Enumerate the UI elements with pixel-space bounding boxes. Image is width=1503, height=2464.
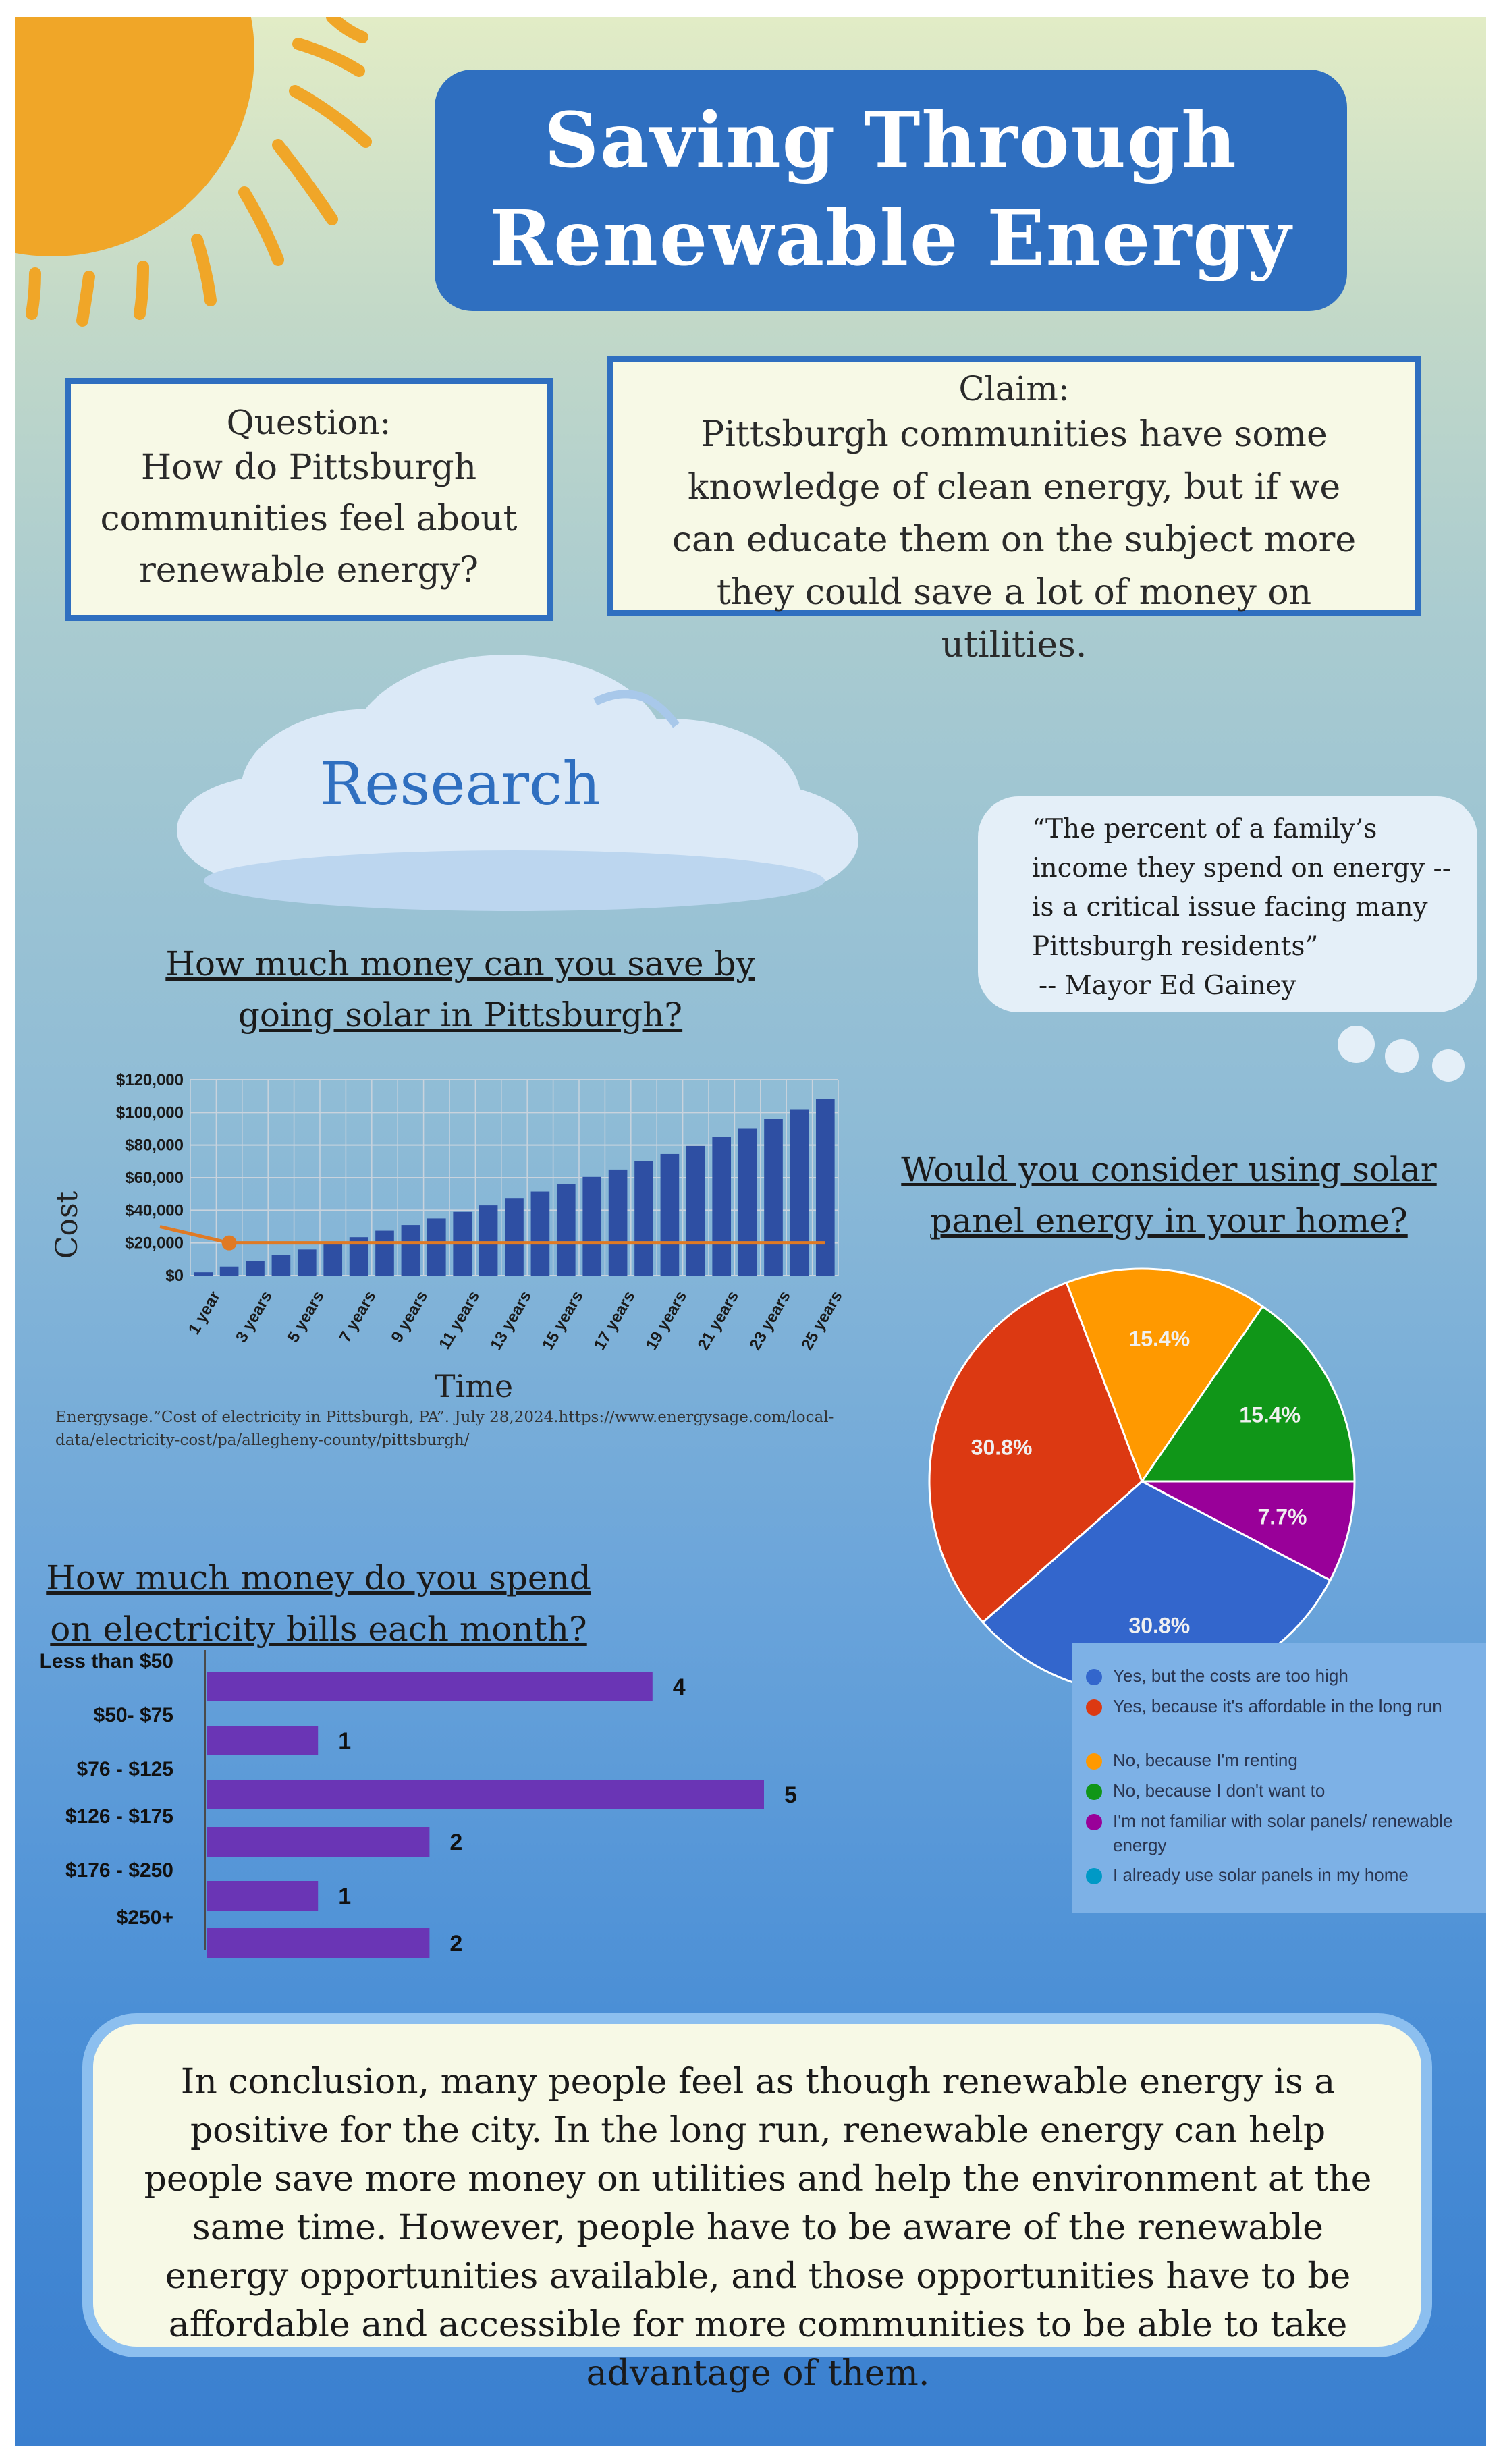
chart3-value-label: 4 bbox=[672, 1674, 686, 1700]
chart1-bar bbox=[298, 1249, 317, 1276]
solar-savings-chart bbox=[42, 1053, 865, 1404]
chart1-bar bbox=[246, 1261, 265, 1276]
conclusion-box bbox=[82, 2013, 1432, 2394]
research-label: Research bbox=[319, 749, 601, 819]
chart1-x-tick-label: 15 years bbox=[539, 1288, 587, 1354]
chart3-value-label: 1 bbox=[338, 1728, 352, 1754]
legend-label: Yes, because it's affordable in the long run bbox=[1113, 1696, 1442, 1716]
claim-box bbox=[607, 356, 1421, 665]
chart1-x-tick-label: 9 years bbox=[387, 1288, 432, 1346]
chart3-bar bbox=[207, 1928, 429, 1958]
chart1-x-tick-label: 17 years bbox=[590, 1288, 639, 1354]
legend-swatch bbox=[1086, 1868, 1102, 1884]
legend-swatch bbox=[1086, 1814, 1102, 1830]
chart3-bar bbox=[207, 1672, 653, 1701]
chart3-title: How much money do you spend on electricity bills each month? bbox=[46, 1558, 591, 1649]
chart1-x-tick-label: 3 years bbox=[232, 1288, 276, 1346]
legend-label: Yes, but the costs are too high bbox=[1113, 1666, 1348, 1686]
quote-attribution: -- Mayor Ed Gainey bbox=[1039, 970, 1296, 1001]
legend-label: No, because I don't want to bbox=[1113, 1780, 1326, 1801]
pie-slice-label: 7.7% bbox=[1257, 1504, 1307, 1529]
chart3-value-label: 1 bbox=[338, 1884, 352, 1909]
chart1-y-tick-label: $120,000 bbox=[115, 1071, 184, 1089]
chart1-x-tick-label: 7 years bbox=[335, 1288, 380, 1346]
pie-legend bbox=[1072, 1643, 1486, 1913]
chart1-bar bbox=[272, 1255, 291, 1276]
sun-icon bbox=[15, 17, 393, 368]
legend-swatch bbox=[1086, 1699, 1102, 1716]
chart3-category-label: $176 - $250 bbox=[65, 1859, 173, 1882]
chart3-bar bbox=[207, 1827, 429, 1857]
chart3-value-label: 5 bbox=[784, 1782, 797, 1808]
chart3-category-label: $250+ bbox=[116, 1907, 173, 1929]
chart1-bar bbox=[712, 1137, 731, 1276]
source-citation: Energysage.”Cost of electricity in Pittsburgh, PA”. July 28,2024.https://www.energysage.com/local-data/electricity-cost/pa/allegheny-county/pittsburgh/ bbox=[55, 1408, 834, 1449]
chart1-y-tick-label: $0 bbox=[165, 1267, 184, 1285]
chart3-value-label: 2 bbox=[449, 1830, 463, 1855]
chart1-bar bbox=[582, 1177, 601, 1276]
conclusion-text: In conclusion, many people feel as though renewable energy is a positive for the city. In the long run, renewable energy can help people save more money on utilities and help the environment at the same time. However, people have to be aware of the renewable energy opportunities available, and those opportunities have to be affordable and accessible for more communities to be able to take advantage of them. bbox=[144, 2062, 1372, 2394]
chart1-x-tick-label: 5 years bbox=[283, 1288, 328, 1346]
legend-label: I already use solar panels in my home bbox=[1113, 1865, 1409, 1885]
thought-dot-3 bbox=[1432, 1049, 1465, 1082]
chart1-bar bbox=[790, 1110, 809, 1276]
chart1-y-tick-label: $20,000 bbox=[125, 1234, 184, 1253]
chart3-category-label: $50- $75 bbox=[93, 1704, 173, 1726]
chart1-line-point bbox=[222, 1236, 237, 1251]
claim-text: Pittsburgh communities have some knowledge of clean energy, but if we can educate them on the subject more they could save a lot of money on utilities. bbox=[672, 414, 1357, 665]
electricity-bill-chart bbox=[28, 1643, 933, 1961]
chart1-y-tick-label: $40,000 bbox=[125, 1201, 184, 1220]
pie-slice-label: 30.8% bbox=[971, 1435, 1033, 1460]
chart3-category-label: Less than $50 bbox=[39, 1650, 173, 1672]
chart1-bar bbox=[402, 1225, 420, 1276]
question-text: How do Pittsburgh communities feel about renewable energy? bbox=[100, 447, 518, 591]
chart1-bar bbox=[531, 1192, 550, 1276]
pie-slice-label: 30.8% bbox=[1128, 1613, 1191, 1638]
chart1-x-tick-label: 1 year bbox=[184, 1288, 224, 1338]
legend-label: I'm not familiar with solar panels/ renewable energy bbox=[1113, 1811, 1453, 1855]
chart1-bar bbox=[479, 1205, 498, 1276]
chart1-title: How much money can you save by going solar in Pittsburgh? bbox=[165, 944, 755, 1035]
claim-heading: Claim: bbox=[958, 369, 1070, 408]
chart1-bar bbox=[375, 1231, 394, 1276]
pie-slice-label: 15.4% bbox=[1239, 1402, 1301, 1427]
chart1-bar bbox=[323, 1243, 342, 1276]
question-heading: Question: bbox=[226, 403, 391, 442]
chart3-category-label: $76 - $125 bbox=[76, 1758, 173, 1780]
chart1-x-tick-label: 19 years bbox=[642, 1288, 691, 1354]
chart1-x-tick-label: 11 years bbox=[435, 1288, 483, 1353]
chart3-category-label: $126 - $175 bbox=[65, 1805, 173, 1828]
chart1-y-tick-label: $100,000 bbox=[115, 1103, 184, 1122]
chart1-x-tick-label: 21 years bbox=[694, 1288, 742, 1354]
question-box bbox=[65, 378, 553, 621]
chart1-y-tick-label: $80,000 bbox=[125, 1136, 184, 1155]
chart1-bar bbox=[634, 1161, 653, 1276]
chart1-bar bbox=[738, 1129, 757, 1276]
chart2-title: Would you consider using solar panel energy in your home? bbox=[901, 1150, 1437, 1240]
chart3-bar bbox=[207, 1780, 764, 1809]
chart1-y-axis-label: Cost bbox=[50, 1190, 84, 1259]
title-line-1: Saving Through bbox=[544, 97, 1238, 185]
chart1-x-tick-label: 23 years bbox=[746, 1288, 794, 1354]
chart3-value-label: 2 bbox=[449, 1931, 463, 1956]
chart1-bar bbox=[220, 1267, 239, 1276]
chart1-bar bbox=[427, 1218, 446, 1276]
title-banner bbox=[435, 70, 1347, 311]
chart1-bar bbox=[661, 1154, 680, 1276]
infographic-poster bbox=[15, 17, 1486, 2446]
quote bbox=[1032, 810, 1464, 1006]
chart1-y-tick-label: $60,000 bbox=[125, 1169, 184, 1187]
title-line-2: Renewable Energy bbox=[489, 194, 1292, 283]
legend-swatch bbox=[1086, 1753, 1102, 1770]
thought-dot-2 bbox=[1385, 1039, 1419, 1073]
quote-text: “The percent of a family’s income they spend on energy -- is a critical issue facing many Pittsburgh residents” bbox=[1032, 814, 1451, 962]
chart3-bar bbox=[207, 1881, 318, 1911]
chart1-x-tick-label: 13 years bbox=[487, 1288, 535, 1354]
chart1-x-tick-label: 25 years bbox=[798, 1288, 846, 1354]
chart1-bar bbox=[686, 1146, 705, 1276]
chart1-bar bbox=[194, 1272, 213, 1276]
chart1-bar bbox=[505, 1198, 524, 1276]
chart3-bar bbox=[207, 1726, 318, 1755]
solar-pie-chart bbox=[919, 1262, 1392, 1694]
legend-swatch bbox=[1086, 1784, 1102, 1800]
legend-swatch bbox=[1086, 1669, 1102, 1685]
legend-label: No, because I'm renting bbox=[1113, 1750, 1298, 1770]
chart1-bar bbox=[609, 1170, 628, 1276]
chart1-bar bbox=[816, 1099, 835, 1276]
chart1-bar bbox=[557, 1184, 576, 1276]
chart1-x-axis-label: Time bbox=[434, 1368, 514, 1404]
pie-slice-label: 15.4% bbox=[1128, 1326, 1191, 1351]
chart1-bar bbox=[764, 1119, 783, 1276]
thought-dot-1 bbox=[1338, 1026, 1375, 1063]
